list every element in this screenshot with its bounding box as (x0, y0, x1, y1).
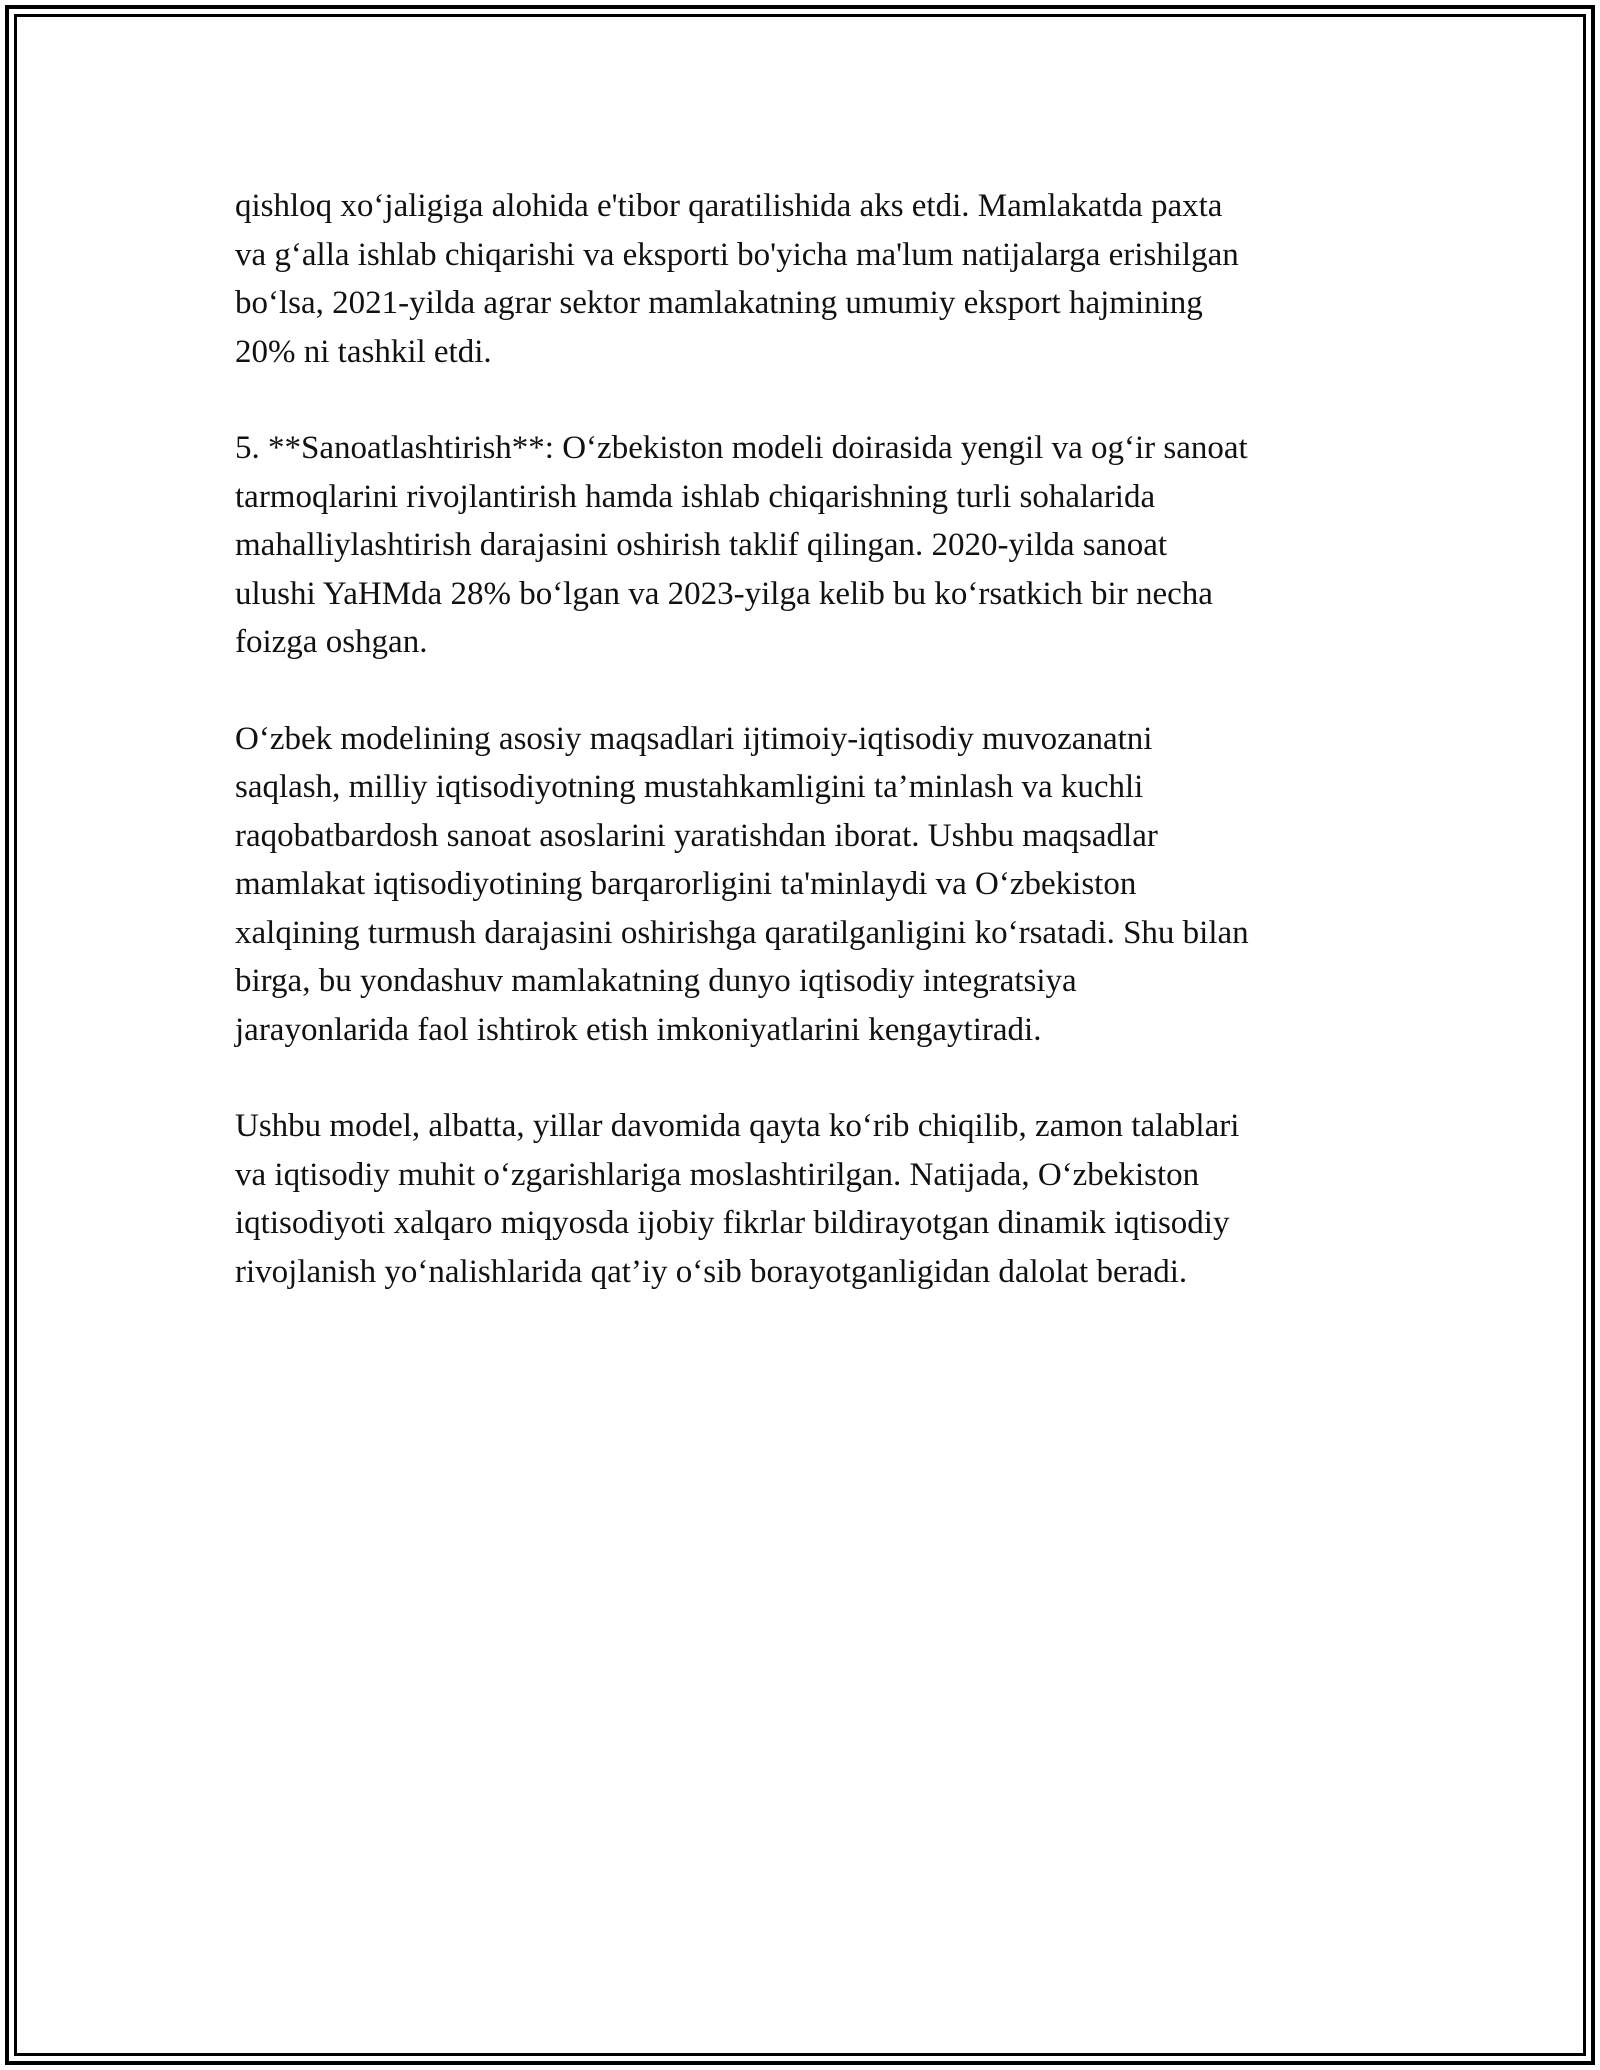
text-line: xalqining turmush darajasini oshirishga qaratilganligini ko‘rsatadi. Shu bilan (235, 914, 1249, 951)
text-line: va g‘alla ishlab chiqarishi va eksporti bo'yicha ma'lum natijalarga erishilgan (235, 236, 1239, 273)
paragraph-goals (235, 715, 1370, 1055)
text-line: Ushbu model, albatta, yillar davomida qayta ko‘rib chiqilib, zamon talablari (235, 1108, 1240, 1144)
text-line: rivojlanish yo‘nalishlarida qat’iy o‘sib borayotganligidan dalolat beradi. (235, 1253, 1188, 1290)
text-line: tarmoqlarini rivojlantirish hamda ishlab chiqarishning turli sohalarida (235, 478, 1156, 515)
text-line: bo‘lsa, 2021-yilda agrar sektor mamlakatning umumiy eksport hajmining (235, 285, 1203, 321)
text-line: raqobatbardosh sanoat asoslarini yaratishdan iborat. Ushbu maqsadlar (235, 817, 1158, 854)
text-line: iqtisodiyoti xalqaro miqyosda ijobiy fikrlar bildirayotgan dinamik iqtisodiy (235, 1205, 1230, 1241)
text-line: 5. **Sanoatlashtirish**: O‘zbekiston modeli doirasida yengil va og‘ir sanoat (235, 430, 1248, 466)
text-line: mamlakat iqtisodiyotining barqarorligini ta'minlaydi va O‘zbekiston (235, 866, 1137, 902)
text-line: O‘zbek modelining asosiy maqsadlari ijtimoiy-iqtisodiy muvozanatni (235, 720, 1153, 757)
document-body (235, 182, 1370, 1344)
paragraph-industrialization (235, 424, 1370, 667)
text-line: qishloq xo‘jaligiga alohida e'tibor qaratilishida aks etdi. Mamlakatda paxta (235, 188, 1223, 224)
text-line: ulushi YaHMda 28% bo‘lgan va 2023-yilga kelib bu ko‘rsatkich bir necha (235, 575, 1213, 612)
paragraph-conclusion (235, 1102, 1370, 1296)
text-line: jarayonlarida faol ishtirok etish imkoniyatlarini kengaytiradi. (235, 1011, 1042, 1048)
text-line: foizga oshgan. (235, 624, 428, 660)
text-line: saqlash, milliy iqtisodiyotning mustahkamligini ta’minlash va kuchli (235, 769, 1144, 805)
text-line: va iqtisodiy muhit o‘zgarishlariga moslashtirilgan. Natijada, O‘zbekiston (235, 1156, 1200, 1193)
text-line: mahalliylashtirish darajasini oshirish taklif qilingan. 2020-yilda sanoat (235, 527, 1168, 563)
text-line: birga, bu yondashuv mamlakatning dunyo iqtisodiy integratsiya (235, 963, 1077, 999)
paragraph-agriculture (235, 182, 1370, 376)
text-line: 20% ni tashkil etdi. (235, 333, 492, 370)
